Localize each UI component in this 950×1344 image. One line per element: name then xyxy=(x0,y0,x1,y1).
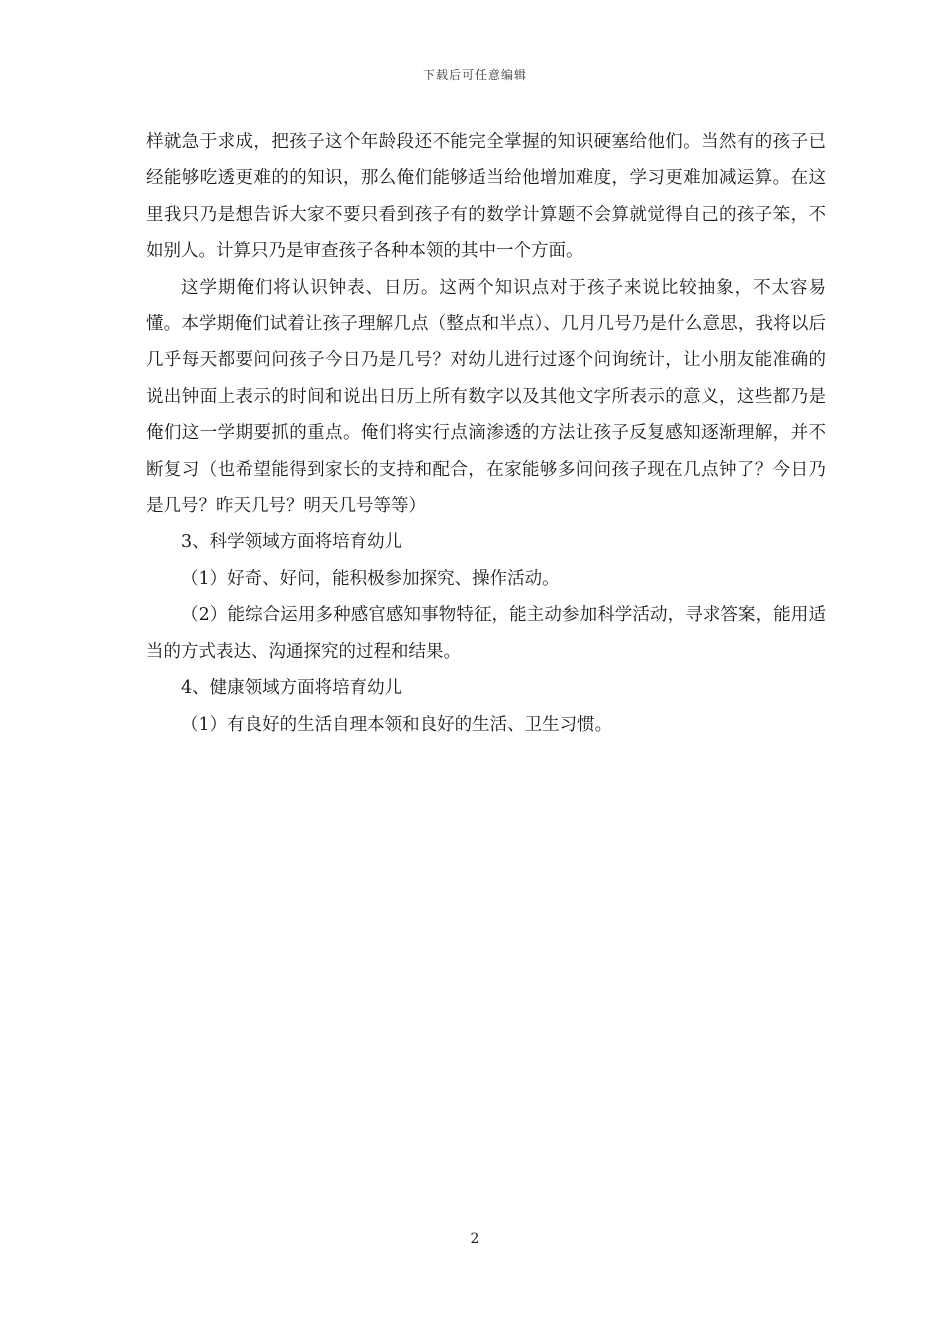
page-number: 2 xyxy=(470,1231,480,1247)
page-header: 下载后可任意编辑 xyxy=(422,68,527,82)
document-body xyxy=(146,124,826,743)
list-item-science-2: （2）能综合运用多种感官感知事物特征，能主动参加科学活动，寻求答案，能用适当的方式表达、沟通探究的过程和结果。 xyxy=(146,605,826,662)
section-heading-health: 4、健康领域方面将培育幼儿 xyxy=(181,678,403,699)
list-item-health-1: （1）有良好的生活自理本领和良好的生活、卫生习惯。 xyxy=(181,714,613,735)
list-item-science-1: （1）好奇、好问，能积极参加探究、操作活动。 xyxy=(181,568,560,589)
section-heading-science: 3、科学领域方面将培育幼儿 xyxy=(181,532,403,553)
paragraph-clock-calendar: 这学期俺们将认识钟表、日历。这两个知识点对于孩子来说比较抽象，不太容易懂。本学期俺们试着让孩子理解几点（整点和半点）、几月几号乃是什么意思，我将以后几乎每天都要问问孩子今日乃是几号？对幼儿进行过逐个问询统计，让小朋友能准确的说出钟面上表示的时间和说出日历上所有数字以及其他文字所表示的意义，这些都乃是俺们这一学期要抓的重点。俺们将实行点滴渗透的方法让孩子反复感知逐渐理解，并不断复习（也希望能得到家长的支持和配合，在家能够多问问孩子现在几点钟了？今日乃是几号？昨天几号？明天几号等等） xyxy=(146,277,826,517)
paragraph-continuation: 样就急于求成，把孩子这个年龄段还不能完全掌握的知识硬塞给他们。当然有的孩子已经能够吃透更难的的知识，那么俺们能够适当给他增加难度，学习更难加减运算。在这里我只乃是想告诉大家不要只看到孩子有的数学计算题不会算就觉得自己的孩子笨，不如别人。计算只乃是审查孩子各种本领的其中一个方面。 xyxy=(146,132,826,262)
